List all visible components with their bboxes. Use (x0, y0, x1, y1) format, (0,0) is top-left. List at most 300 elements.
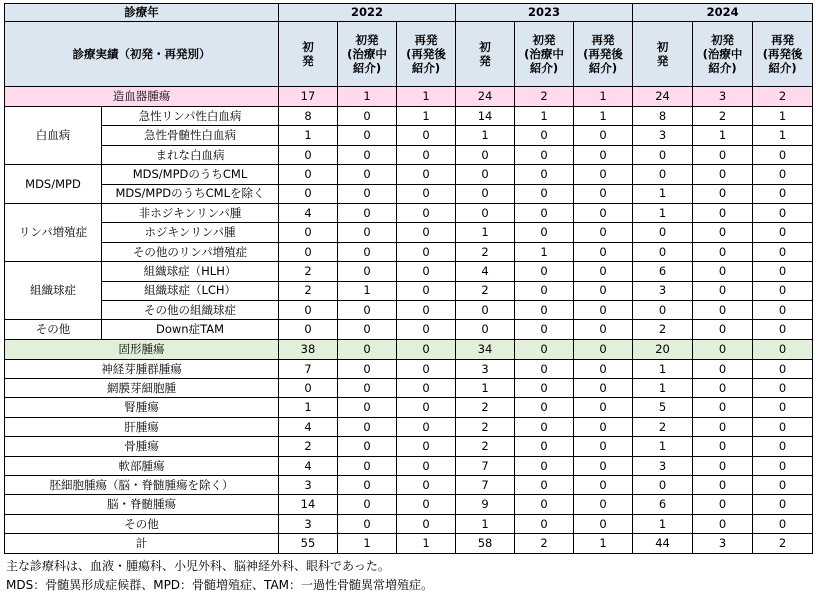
row-value-8: 0 (753, 476, 813, 495)
row-value-5: 0 (574, 184, 633, 203)
row-value-4: 0 (515, 184, 574, 203)
row-value-1: 0 (338, 456, 397, 475)
row-value-0: 2 (279, 262, 338, 281)
diagnosis-year-label: 診療年 (5, 4, 279, 22)
row-value-1: 0 (338, 145, 397, 164)
section-row-solid (5, 339, 813, 359)
row-label: ホジキンリンパ腫 (102, 223, 279, 242)
table-row (5, 456, 813, 475)
row-value-8: 0 (753, 184, 813, 203)
row-value-4: 0 (515, 145, 574, 164)
row-value-4: 0 (515, 398, 574, 417)
section-0-value-3: 24 (456, 87, 515, 107)
row-value-3: 2 (456, 417, 515, 436)
subheader-line: 紹介) (768, 61, 797, 75)
row-value-7: 2 (693, 107, 753, 126)
section-0-value-1: 1 (338, 87, 397, 107)
row-value-1: 0 (338, 242, 397, 261)
row-value-2: 0 (397, 379, 456, 398)
table-row (5, 398, 813, 417)
table-row (5, 281, 813, 300)
row-value-1: 0 (338, 437, 397, 456)
footnotes (6, 557, 433, 595)
table-row (5, 320, 813, 339)
row-value-1: 0 (338, 417, 397, 436)
row-value-3: 0 (456, 165, 515, 184)
row-label: 非ホジキンリンパ腫 (102, 203, 279, 222)
oncology-statistics-table (4, 3, 813, 554)
row-value-4: 0 (515, 437, 574, 456)
row-value-7: 0 (693, 242, 753, 261)
row-value-1: 0 (338, 165, 397, 184)
row-value-2: 0 (397, 398, 456, 417)
subheader-line: 再発 (414, 32, 438, 47)
row-value-4: 0 (515, 359, 574, 378)
row-label: 神経芽腫群腫瘍 (5, 359, 279, 378)
table-row (5, 242, 813, 261)
row-value-6: 6 (633, 495, 693, 514)
row-value-3: 3 (456, 359, 515, 378)
row-value-4: 0 (515, 126, 574, 145)
row-value-4: 1 (515, 107, 574, 126)
section-0-value-7: 3 (693, 87, 753, 107)
row-value-6: 1 (633, 184, 693, 203)
row-value-3: 1 (456, 379, 515, 398)
row-value-1: 0 (338, 359, 397, 378)
table-row (5, 184, 813, 203)
total-label: 計 (5, 534, 279, 554)
row-label: その他 (5, 514, 279, 533)
row-value-4: 0 (515, 262, 574, 281)
row-value-8: 0 (753, 145, 813, 164)
section-1-value-5: 0 (574, 339, 633, 359)
subheader-line: 初 (302, 39, 314, 54)
row-value-4: 0 (515, 281, 574, 300)
subheader-line: 発 (479, 54, 491, 68)
row-value-6: 3 (633, 281, 693, 300)
row-value-0: 0 (279, 145, 338, 164)
total-value-8: 2 (753, 534, 813, 554)
row-value-4: 0 (515, 223, 574, 242)
total-value-6: 44 (633, 534, 693, 554)
row-label: 組織球症（HLH） (102, 262, 279, 281)
table-row (5, 203, 813, 222)
row-value-8: 0 (753, 514, 813, 533)
subheader-line: 発 (302, 54, 314, 68)
section-0-value-6: 24 (633, 87, 693, 107)
row-value-6: 6 (633, 262, 693, 281)
row-label: 組織球症（LCH） (102, 281, 279, 300)
total-value-4: 2 (515, 534, 574, 554)
row-value-6: 3 (633, 126, 693, 145)
year-2024: 2024 (633, 4, 813, 22)
subheader-line: (再発後 (762, 46, 803, 61)
table-row (5, 379, 813, 398)
row-value-8: 0 (753, 281, 813, 300)
row-value-3: 2 (456, 398, 515, 417)
row-value-7: 0 (693, 417, 753, 436)
row-value-4: 0 (515, 379, 574, 398)
row-value-3: 7 (456, 456, 515, 475)
row-value-5: 0 (574, 203, 633, 222)
subheader-line: 初 (479, 39, 491, 54)
section-1-value-7: 0 (693, 339, 753, 359)
total-value-7: 3 (693, 534, 753, 554)
subheader-line: (治療中 (702, 46, 743, 61)
row-value-2: 0 (397, 514, 456, 533)
row-value-0: 4 (279, 203, 338, 222)
subheader-line: (治療中 (347, 46, 387, 61)
row-value-1: 0 (338, 300, 397, 319)
row-label: 腎腫瘍 (5, 398, 279, 417)
row-value-3: 2 (456, 242, 515, 261)
table-row (5, 165, 813, 184)
row-value-5: 0 (574, 359, 633, 378)
row-value-1: 0 (338, 514, 397, 533)
row-value-2: 0 (397, 417, 456, 436)
row-value-8: 0 (753, 398, 813, 417)
row-value-5: 0 (574, 417, 633, 436)
total-value-2: 1 (397, 534, 456, 554)
subheader-line: 紹介) (529, 61, 559, 75)
row-value-6: 0 (633, 242, 693, 261)
row-value-1: 0 (338, 398, 397, 417)
row-value-0: 7 (279, 359, 338, 378)
row-value-0: 3 (279, 476, 338, 495)
subheader-2024-1 (693, 22, 753, 87)
row-value-2: 0 (397, 145, 456, 164)
row-label: Down症TAM (102, 320, 279, 339)
row-value-4: 0 (515, 320, 574, 339)
row-value-5: 0 (574, 398, 633, 417)
subheader-line: 紹介) (411, 61, 441, 75)
table-row (5, 495, 813, 514)
subheader-line: 初発 (532, 32, 556, 47)
row-value-7: 0 (693, 281, 753, 300)
year-header-row (5, 4, 813, 22)
section-0-value-4: 2 (515, 87, 574, 107)
row-value-3: 4 (456, 262, 515, 281)
row-value-8: 0 (753, 437, 813, 456)
column-header-row (5, 22, 813, 87)
row-value-6: 0 (633, 476, 693, 495)
subheader-line: 初 (656, 39, 669, 54)
year-2022: 2022 (279, 4, 456, 22)
row-value-8: 0 (753, 242, 813, 261)
row-value-8: 0 (753, 223, 813, 242)
section-0-value-0: 17 (279, 87, 338, 107)
row-value-1: 0 (338, 262, 397, 281)
results-label: 診療実績（初発・再発別） (5, 22, 279, 87)
row-value-6: 3 (633, 456, 693, 475)
row-value-4: 0 (515, 495, 574, 514)
row-value-3: 14 (456, 107, 515, 126)
row-value-6: 2 (633, 417, 693, 436)
row-value-3: 1 (456, 514, 515, 533)
subheader-2024-2 (753, 22, 813, 87)
row-value-6: 1 (633, 437, 693, 456)
subheader-line: 紹介) (588, 61, 618, 75)
row-value-0: 4 (279, 456, 338, 475)
section-1-value-6: 20 (633, 339, 693, 359)
row-value-0: 3 (279, 514, 338, 533)
row-value-0: 2 (279, 437, 338, 456)
subheader-2022-1 (338, 22, 397, 87)
table-row (5, 107, 813, 126)
row-value-8: 1 (753, 126, 813, 145)
subheader-line: 初発 (355, 32, 379, 47)
section-0-value-8: 2 (753, 87, 813, 107)
table-row (5, 437, 813, 456)
row-value-1: 0 (338, 223, 397, 242)
row-value-8: 0 (753, 165, 813, 184)
row-value-7: 1 (693, 126, 753, 145)
row-value-4: 0 (515, 165, 574, 184)
row-value-5: 0 (574, 476, 633, 495)
footnote-abbreviations: MDS：骨髄異形成症候群、MPD：骨髄増殖症、TAM：一過性骨髄異常増殖症。 (6, 578, 434, 592)
row-value-2: 0 (397, 242, 456, 261)
section-0-value-5: 1 (574, 87, 633, 107)
total-value-3: 58 (456, 534, 515, 554)
row-value-6: 1 (633, 203, 693, 222)
row-value-7: 0 (693, 437, 753, 456)
section-1-value-0: 38 (279, 339, 338, 359)
row-value-4: 0 (515, 476, 574, 495)
row-value-4: 0 (515, 456, 574, 475)
row-value-5: 0 (574, 281, 633, 300)
row-value-1: 1 (338, 281, 397, 300)
row-label: まれな白血病 (102, 145, 279, 164)
subheader-line: 発 (656, 54, 669, 68)
row-value-0: 0 (279, 379, 338, 398)
row-value-0: 0 (279, 223, 338, 242)
row-value-5: 0 (574, 456, 633, 475)
row-value-2: 0 (397, 300, 456, 319)
row-value-2: 0 (397, 456, 456, 475)
row-value-5: 0 (574, 379, 633, 398)
group-label: リンパ増殖症 (5, 203, 102, 261)
table-row (5, 126, 813, 145)
row-value-6: 0 (633, 145, 693, 164)
total-value-0: 55 (279, 534, 338, 554)
row-value-4: 0 (515, 203, 574, 222)
row-value-2: 0 (397, 437, 456, 456)
group-label: MDS/MPD (5, 165, 102, 204)
row-value-0: 8 (279, 107, 338, 126)
section-1-value-4: 0 (515, 339, 574, 359)
table-row (5, 514, 813, 533)
row-value-5: 0 (574, 262, 633, 281)
row-value-3: 0 (456, 320, 515, 339)
row-value-5: 0 (574, 145, 633, 164)
row-value-0: 1 (279, 126, 338, 145)
row-value-8: 0 (753, 495, 813, 514)
row-value-8: 0 (753, 320, 813, 339)
section-1-value-3: 34 (456, 339, 515, 359)
row-label: その他の組織球症 (102, 300, 279, 319)
footnote-departments: 主な診療科は、血液・腫瘍科、小児外科、脳神経外科、眼科であった。 (6, 559, 390, 573)
row-value-3: 1 (456, 223, 515, 242)
row-value-8: 0 (753, 456, 813, 475)
row-value-1: 0 (338, 379, 397, 398)
row-value-4: 0 (515, 514, 574, 533)
row-value-2: 0 (397, 126, 456, 145)
row-label: その他のリンパ増殖症 (102, 242, 279, 261)
section-1-value-1: 0 (338, 339, 397, 359)
table-row (5, 476, 813, 495)
subheader-2022-0 (279, 22, 338, 87)
row-value-1: 0 (338, 203, 397, 222)
row-value-8: 0 (753, 203, 813, 222)
row-label: MDS/MPDのうちCML (102, 165, 279, 184)
row-value-0: 0 (279, 165, 338, 184)
row-value-5: 0 (574, 165, 633, 184)
row-value-6: 1 (633, 514, 693, 533)
row-label: 脳・脊髄腫瘍 (5, 495, 279, 514)
subheader-2022-2 (397, 22, 456, 87)
row-value-1: 0 (338, 495, 397, 514)
row-value-3: 0 (456, 184, 515, 203)
row-value-2: 0 (397, 165, 456, 184)
row-value-2: 0 (397, 223, 456, 242)
table-row (5, 223, 813, 242)
row-value-1: 0 (338, 126, 397, 145)
row-value-0: 1 (279, 398, 338, 417)
row-value-6: 0 (633, 223, 693, 242)
row-value-3: 2 (456, 437, 515, 456)
row-value-6: 0 (633, 165, 693, 184)
row-value-4: 1 (515, 242, 574, 261)
subheader-line: (再発後 (583, 46, 623, 61)
row-value-7: 0 (693, 398, 753, 417)
row-value-0: 0 (279, 320, 338, 339)
total-row (5, 534, 813, 554)
row-value-6: 5 (633, 398, 693, 417)
row-value-7: 0 (693, 184, 753, 203)
row-value-7: 0 (693, 165, 753, 184)
subheader-line: 再発 (771, 32, 795, 47)
row-value-2: 0 (397, 262, 456, 281)
row-value-6: 2 (633, 320, 693, 339)
subheader-line: 紹介) (708, 61, 737, 75)
row-value-3: 0 (456, 300, 515, 319)
row-value-7: 0 (693, 203, 753, 222)
subheader-2023-0 (456, 22, 515, 87)
subheader-line: (再発後 (406, 46, 446, 61)
section-1-value-8: 0 (753, 339, 813, 359)
row-value-5: 0 (574, 126, 633, 145)
table-row (5, 417, 813, 436)
row-value-1: 0 (338, 320, 397, 339)
row-label: 網膜芽細胞腫 (5, 379, 279, 398)
row-value-7: 0 (693, 456, 753, 475)
row-value-1: 0 (338, 184, 397, 203)
row-value-2: 0 (397, 184, 456, 203)
row-value-3: 0 (456, 203, 515, 222)
row-value-1: 0 (338, 476, 397, 495)
subheader-line: 紹介) (352, 61, 382, 75)
subheader-2023-2 (574, 22, 633, 87)
section-1-value-2: 0 (397, 339, 456, 359)
row-value-5: 1 (574, 107, 633, 126)
row-label: 肝腫瘍 (5, 417, 279, 436)
row-value-7: 0 (693, 495, 753, 514)
row-value-7: 0 (693, 359, 753, 378)
row-value-8: 0 (753, 379, 813, 398)
row-value-8: 0 (753, 262, 813, 281)
row-value-8: 0 (753, 417, 813, 436)
subheader-line: 再発 (591, 32, 615, 47)
row-label: 骨腫瘍 (5, 437, 279, 456)
row-value-7: 0 (693, 476, 753, 495)
row-value-6: 1 (633, 359, 693, 378)
row-value-5: 0 (574, 300, 633, 319)
row-value-7: 0 (693, 145, 753, 164)
row-value-6: 0 (633, 300, 693, 319)
row-value-8: 0 (753, 359, 813, 378)
row-value-0: 2 (279, 281, 338, 300)
row-value-3: 0 (456, 145, 515, 164)
row-value-7: 0 (693, 300, 753, 319)
table-row (5, 145, 813, 164)
total-value-5: 1 (574, 534, 633, 554)
group-label: 組織球症 (5, 262, 102, 320)
row-value-2: 0 (397, 281, 456, 300)
subheader-2024-0 (633, 22, 693, 87)
row-label: 急性リンパ性白血病 (102, 107, 279, 126)
row-value-7: 0 (693, 262, 753, 281)
row-value-2: 0 (397, 320, 456, 339)
year-2023: 2023 (456, 4, 633, 22)
row-label: 胚細胞腫瘍（脳・脊髄腫瘍を除く） (5, 476, 279, 495)
row-value-2: 0 (397, 203, 456, 222)
row-value-8: 1 (753, 107, 813, 126)
row-value-2: 1 (397, 107, 456, 126)
row-value-1: 0 (338, 107, 397, 126)
section-row-hema (5, 87, 813, 107)
row-value-5: 0 (574, 223, 633, 242)
section-label: 固形腫瘍 (5, 339, 279, 359)
table-row (5, 359, 813, 378)
row-value-5: 0 (574, 495, 633, 514)
row-value-4: 0 (515, 300, 574, 319)
table-row (5, 300, 813, 319)
row-value-2: 0 (397, 476, 456, 495)
row-label: MDS/MPDのうちCMLを除く (102, 184, 279, 203)
row-label: 急性骨髄性白血病 (102, 126, 279, 145)
row-value-0: 4 (279, 417, 338, 436)
row-value-4: 0 (515, 417, 574, 436)
row-value-0: 14 (279, 495, 338, 514)
row-value-0: 0 (279, 242, 338, 261)
row-value-6: 1 (633, 379, 693, 398)
row-value-3: 2 (456, 281, 515, 300)
table-row (5, 262, 813, 281)
row-value-5: 0 (574, 242, 633, 261)
row-value-5: 0 (574, 514, 633, 533)
section-0-value-2: 1 (397, 87, 456, 107)
row-value-8: 0 (753, 300, 813, 319)
row-value-7: 0 (693, 223, 753, 242)
row-value-3: 1 (456, 126, 515, 145)
row-label: 軟部腫瘍 (5, 456, 279, 475)
group-label: その他 (5, 320, 102, 339)
group-label: 白血病 (5, 107, 102, 165)
subheader-2023-1 (515, 22, 574, 87)
total-value-1: 1 (338, 534, 397, 554)
row-value-5: 0 (574, 320, 633, 339)
row-value-7: 0 (693, 514, 753, 533)
